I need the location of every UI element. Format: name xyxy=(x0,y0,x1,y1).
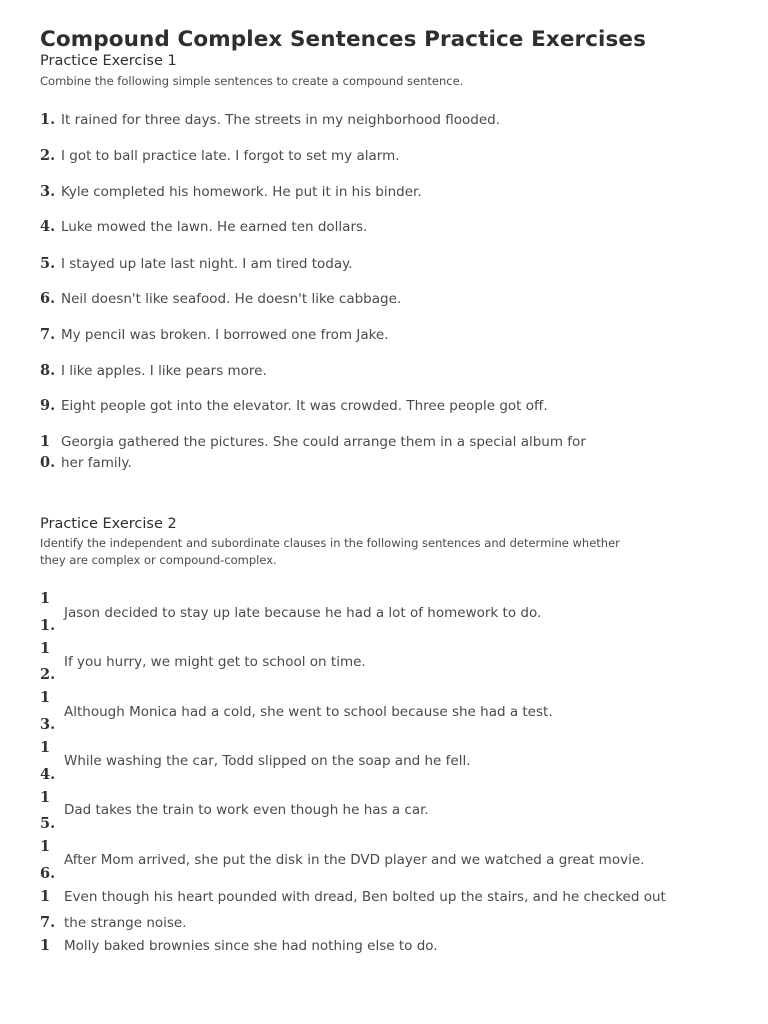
item-text: After Mom arrived, she put the disk in the DVD player and we watched a great movie. xyxy=(64,852,645,868)
item-text: I like apples. I like pears more. xyxy=(61,363,267,379)
item-text: I got to ball practice late. I forgot to set my alarm. xyxy=(61,148,400,164)
item-number: 7. xyxy=(40,326,56,343)
exercise-1-instructions: Combine the following simple sentences to create a compound sentence. xyxy=(40,74,464,88)
item-number: 2. xyxy=(40,147,56,164)
item-number: 1 xyxy=(40,640,51,657)
item-number: 1 xyxy=(40,433,51,450)
item-number: 3. xyxy=(40,716,56,733)
item-text: Luke mowed the lawn. He earned ten dollars. xyxy=(61,219,368,235)
item-text: My pencil was broken. I borrowed one from Jake. xyxy=(61,327,389,343)
item-text: It rained for three days. The streets in my neighborhood flooded. xyxy=(61,112,500,128)
exercise-1-heading: Practice Exercise 1 xyxy=(40,53,177,69)
item-number: 1 xyxy=(40,888,51,905)
item-text: Neil doesn't like seafood. He doesn't like cabbage. xyxy=(61,291,402,307)
item-text: If you hurry, we might get to school on time. xyxy=(64,654,366,670)
item-text: Jason decided to stay up late because he had a lot of homework to do. xyxy=(64,605,542,621)
item-number: 5. xyxy=(40,815,56,832)
item-number: 3. xyxy=(40,183,56,200)
item-number: 0. xyxy=(40,454,56,471)
item-number: 8. xyxy=(40,362,56,379)
page-title: Compound Complex Sentences Practice Exercises xyxy=(40,27,646,52)
exercise-2-instructions: Identify the independent and subordinate clauses in the following sentences and determine whether xyxy=(40,536,620,550)
item-text: Kyle completed his homework. He put it in his binder. xyxy=(61,184,422,200)
item-number: 1 xyxy=(40,689,51,706)
item-number: 2. xyxy=(40,666,56,683)
item-text: I stayed up late last night. I am tired today. xyxy=(61,256,353,272)
item-number: 6. xyxy=(40,865,56,882)
item-number: 7. xyxy=(40,914,56,931)
item-number: 4. xyxy=(40,218,56,235)
item-text: Eight people got into the elevator. It was crowded. Three people got off. xyxy=(61,398,548,414)
item-text: the strange noise. xyxy=(64,915,187,931)
item-text: While washing the car, Todd slipped on the soap and he fell. xyxy=(64,753,471,769)
item-text: Dad takes the train to work even though he has a car. xyxy=(64,802,429,818)
item-number: 1 xyxy=(40,838,51,855)
item-text: her family. xyxy=(61,455,132,471)
item-number: 1 xyxy=(40,590,51,607)
item-text: Georgia gathered the pictures. She could arrange them in a special album for xyxy=(61,434,586,450)
item-number: 6. xyxy=(40,290,56,307)
item-number: 1 xyxy=(40,739,51,756)
item-text: Even though his heart pounded with dread, Ben bolted up the stairs, and he checked out xyxy=(64,889,666,905)
item-number: 4. xyxy=(40,766,56,783)
item-number: 1 xyxy=(40,789,51,806)
item-text: Although Monica had a cold, she went to school because she had a test. xyxy=(64,704,553,720)
item-number: 1 xyxy=(40,937,51,954)
exercise-2-instructions: they are complex or compound-complex. xyxy=(40,553,277,567)
item-number: 9. xyxy=(40,397,56,414)
item-number: 1. xyxy=(40,617,56,634)
item-number: 5. xyxy=(40,255,56,272)
exercise-2-heading: Practice Exercise 2 xyxy=(40,516,177,532)
item-text: Molly baked brownies since she had nothing else to do. xyxy=(64,938,438,954)
item-number: 1. xyxy=(40,111,56,128)
